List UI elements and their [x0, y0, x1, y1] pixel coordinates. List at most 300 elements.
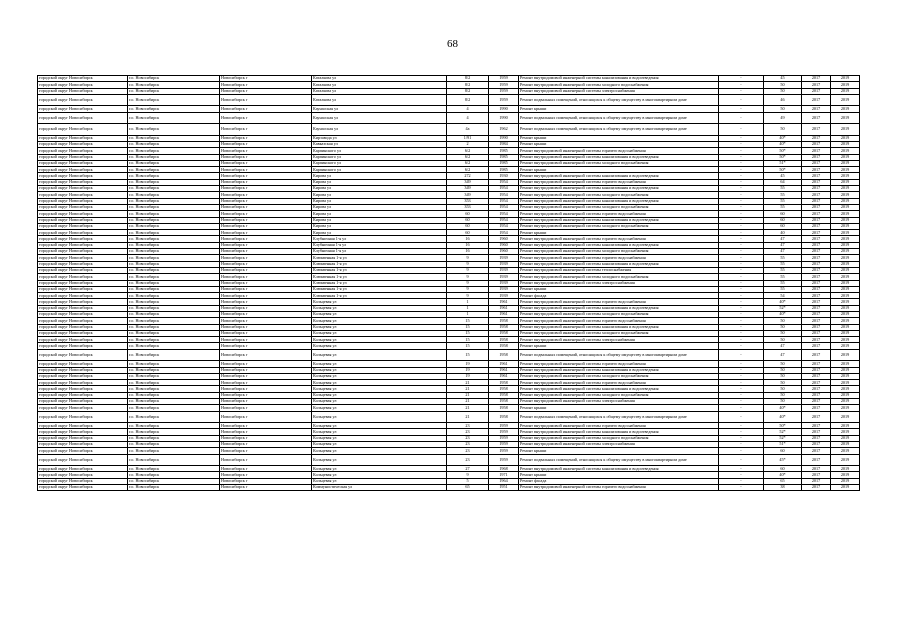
house-number-cell: 353 — [447, 198, 489, 204]
end-year-cell: 2019 — [831, 198, 860, 204]
municipality-cell: городской округ Новосибирск — [38, 423, 128, 429]
settlement-cell: Новосибирск г — [220, 249, 312, 255]
house-number-cell: 19 — [447, 361, 489, 367]
wear-cell: 51* — [764, 442, 802, 448]
build-year-cell: 1954 — [489, 217, 519, 223]
city-district-cell: г.о. Новосибирск — [128, 330, 220, 336]
build-year-cell: 1954 — [489, 198, 519, 204]
municipality-cell: городской округ Новосибирск — [38, 204, 128, 210]
build-year-cell: 1959 — [489, 429, 519, 435]
city-district-cell: г.о. Новосибирск — [128, 448, 220, 454]
city-district-cell: г.о. Новосибирск — [128, 211, 220, 217]
settlement-cell: Новосибирск г — [220, 242, 312, 248]
work-type-cell: Ремонт внутридомовой инженерной системы горячего водоснабжения — [519, 361, 719, 367]
city-district-cell: г.о. Новосибирск — [128, 429, 220, 435]
wear-cell: 45 — [764, 76, 802, 82]
municipality-cell: городской округ Новосибирск — [38, 349, 128, 361]
wear-cell: 50* — [764, 423, 802, 429]
settlement-cell: Новосибирск г — [220, 429, 312, 435]
city-district-cell: г.о. Новосибирск — [128, 267, 220, 273]
street-cell: Клюквенная 1-я ул — [312, 274, 447, 280]
street-cell: Карпинского ул — [312, 167, 447, 173]
street-cell: Кирова ул — [312, 223, 447, 229]
city-district-cell: г.о. Новосибирск — [128, 217, 220, 223]
city-district-cell: г.о. Новосибирск — [128, 299, 220, 305]
build-year-cell: 1961 — [489, 361, 519, 367]
build-year-cell: 1958 — [489, 399, 519, 405]
work-type-cell: Ремонт внутридомовой инженерной системы холодного водоснабжения — [519, 249, 719, 255]
wear-cell: 55 — [764, 267, 802, 273]
street-cell: Кольцевая ул — [312, 367, 447, 373]
work-type-cell: Ремонт внутридомовой инженерной системы горячего водоснабжения — [519, 179, 719, 185]
cost-cell: - — [719, 305, 764, 311]
build-year-cell: 1958 — [489, 343, 519, 349]
settlement-cell: Новосибирск г — [220, 82, 312, 88]
street-cell: Каунасская ул — [312, 124, 447, 136]
settlement-cell: Новосибирск г — [220, 330, 312, 336]
house-number-cell: 8/2 — [447, 76, 489, 82]
settlement-cell: Новосибирск г — [220, 435, 312, 441]
city-district-cell: г.о. Новосибирск — [128, 112, 220, 124]
cost-cell: - — [719, 94, 764, 106]
house-number-cell: 15 — [447, 337, 489, 343]
settlement-cell: Новосибирск г — [220, 485, 312, 491]
work-type-cell: Ремонт крыши — [519, 135, 719, 141]
wear-cell: 50 — [764, 386, 802, 392]
cost-cell: - — [719, 423, 764, 429]
street-cell: Кольцевая ул — [312, 349, 447, 361]
start-year-cell: 2017 — [802, 286, 831, 292]
work-type-cell: Ремонт внутридомовой инженерной системы холодного водоснабжения — [519, 160, 719, 166]
street-cell: Каталкова ул — [312, 88, 447, 94]
build-year-cell: 1964 — [489, 478, 519, 484]
start-year-cell: 2017 — [802, 112, 831, 124]
build-year-cell: 1939 — [489, 261, 519, 267]
municipality-cell: городской округ Новосибирск — [38, 94, 128, 106]
work-type-cell: Ремонт внутридомовой инженерной системы канализования и водоотведения — [519, 76, 719, 82]
house-number-cell: 272 — [447, 173, 489, 179]
wear-cell: 50 — [764, 380, 802, 386]
house-number-cell: 353 — [447, 204, 489, 210]
street-cell: Каунасская ул — [312, 112, 447, 124]
municipality-cell: городской округ Новосибирск — [38, 255, 128, 261]
municipality-cell: городской округ Новосибирск — [38, 198, 128, 204]
end-year-cell: 2019 — [831, 429, 860, 435]
settlement-cell: Новосибирск г — [220, 186, 312, 192]
work-type-cell: Ремонт внутридомовой инженерной системы канализования и водоотведения — [519, 324, 719, 330]
work-type-cell: Ремонт фасада — [519, 293, 719, 299]
settlement-cell: Новосибирск г — [220, 160, 312, 166]
cost-cell: - — [719, 82, 764, 88]
work-type-cell: Ремонт внутридомовой инженерной системы канализования и водоотведения — [519, 386, 719, 392]
municipality-cell: городской округ Новосибирск — [38, 324, 128, 330]
end-year-cell: 2019 — [831, 179, 860, 185]
cost-cell: - — [719, 312, 764, 318]
end-year-cell: 2019 — [831, 255, 860, 261]
street-cell: Каталкова ул — [312, 82, 447, 88]
start-year-cell: 2017 — [802, 411, 831, 423]
city-district-cell: г.о. Новосибирск — [128, 472, 220, 478]
cost-cell: - — [719, 204, 764, 210]
city-district-cell: г.о. Новосибирск — [128, 242, 220, 248]
repair-program-table — [37, 75, 860, 491]
house-number-cell: 5 — [447, 478, 489, 484]
wear-cell: 45* — [764, 454, 802, 466]
settlement-cell: Новосибирск г — [220, 230, 312, 236]
start-year-cell: 2017 — [802, 324, 831, 330]
end-year-cell: 2019 — [831, 405, 860, 411]
city-district-cell: г.о. Новосибирск — [128, 312, 220, 318]
city-district-cell: г.о. Новосибирск — [128, 148, 220, 154]
wear-cell: 50* — [764, 148, 802, 154]
municipality-cell: городской округ Новосибирск — [38, 399, 128, 405]
house-number-cell: 349 — [447, 179, 489, 185]
street-cell: Каталкова ул — [312, 94, 447, 106]
build-year-cell: 1961 — [489, 305, 519, 311]
municipality-cell: городской округ Новосибирск — [38, 179, 128, 185]
municipality-cell: городской округ Новосибирск — [38, 192, 128, 198]
settlement-cell: Новосибирск г — [220, 94, 312, 106]
wear-cell: 65 — [764, 478, 802, 484]
build-year-cell: 1939 — [489, 286, 519, 292]
cost-cell: - — [719, 324, 764, 330]
end-year-cell: 2019 — [831, 204, 860, 210]
start-year-cell: 2017 — [802, 242, 831, 248]
page-number: 68 — [447, 38, 458, 50]
settlement-cell: Новосибирск г — [220, 135, 312, 141]
work-type-cell: Ремонт внутридомовой инженерной системы канализования и водоотведения — [519, 186, 719, 192]
municipality-cell: городской округ Новосибирск — [38, 293, 128, 299]
build-year-cell: 1954 — [489, 179, 519, 185]
cost-cell: - — [719, 405, 764, 411]
wear-cell: 40* — [764, 312, 802, 318]
municipality-cell: городской округ Новосибирск — [38, 160, 128, 166]
table-row — [38, 112, 860, 124]
end-year-cell: 2019 — [831, 318, 860, 324]
table-row — [38, 411, 860, 423]
city-district-cell: г.о. Новосибирск — [128, 261, 220, 267]
street-cell: Кольцевая ул — [312, 429, 447, 435]
street-cell: Кирова ул — [312, 211, 447, 217]
wear-cell: 55 — [764, 261, 802, 267]
work-type-cell: Ремонт крыши — [519, 106, 719, 112]
build-year-cell: 1959 — [489, 88, 519, 94]
work-type-cell: Ремонт внутридомовой инженерной системы электроснабжения — [519, 88, 719, 94]
city-district-cell: г.о. Новосибирск — [128, 349, 220, 361]
start-year-cell: 2017 — [802, 466, 831, 472]
work-type-cell: Ремонт внутридомовой инженерной системы канализования и водоотведения — [519, 261, 719, 267]
city-district-cell: г.о. Новосибирск — [128, 160, 220, 166]
start-year-cell: 2017 — [802, 399, 831, 405]
wear-cell: 40* — [764, 299, 802, 305]
work-type-cell: Ремонт внутридомовой инженерной системы горячего водоснабжения — [519, 380, 719, 386]
start-year-cell: 2017 — [802, 367, 831, 373]
start-year-cell: 2017 — [802, 299, 831, 305]
settlement-cell: Новосибирск г — [220, 411, 312, 423]
city-district-cell: г.о. Новосибирск — [128, 76, 220, 82]
cost-cell: - — [719, 186, 764, 192]
work-type-cell: Ремонт крыши — [519, 405, 719, 411]
settlement-cell: Новосибирск г — [220, 337, 312, 343]
city-district-cell: г.о. Новосибирск — [128, 124, 220, 136]
work-type-cell: Ремонт внутридомовой инженерной системы электроснабжения — [519, 399, 719, 405]
settlement-cell: Новосибирск г — [220, 373, 312, 379]
start-year-cell: 2017 — [802, 94, 831, 106]
street-cell: Кольцевая ул — [312, 411, 447, 423]
wear-cell: 55 — [764, 198, 802, 204]
work-type-cell: Ремонт подвальных помещений, относящихся к общему имуществу в многоквартирном доме — [519, 112, 719, 124]
end-year-cell: 2019 — [831, 94, 860, 106]
street-cell: Кирова ул — [312, 186, 447, 192]
build-year-cell: 1990 — [489, 106, 519, 112]
settlement-cell: Новосибирск г — [220, 141, 312, 147]
end-year-cell: 2019 — [831, 135, 860, 141]
city-district-cell: г.о. Новосибирск — [128, 343, 220, 349]
start-year-cell: 2017 — [802, 478, 831, 484]
work-type-cell: Ремонт внутридомовой инженерной системы теплоснабжения — [519, 267, 719, 273]
municipality-cell: городской округ Новосибирск — [38, 286, 128, 292]
cost-cell: - — [719, 148, 764, 154]
wear-cell: 50 — [764, 82, 802, 88]
build-year-cell: 1958 — [489, 411, 519, 423]
house-number-cell: 23 — [447, 442, 489, 448]
house-number-cell: 4а — [447, 124, 489, 136]
build-year-cell: 1939 — [489, 255, 519, 261]
house-number-cell: 21 — [447, 392, 489, 398]
wear-cell: 40* — [764, 472, 802, 478]
start-year-cell: 2017 — [802, 330, 831, 336]
street-cell: Кольцевая ул — [312, 478, 447, 484]
municipality-cell: городской округ Новосибирск — [38, 249, 128, 255]
street-cell: Карпинского ул — [312, 160, 447, 166]
end-year-cell: 2019 — [831, 324, 860, 330]
start-year-cell: 2017 — [802, 423, 831, 429]
street-cell: Кольцевая ул — [312, 466, 447, 472]
build-year-cell: 1985 — [489, 167, 519, 173]
build-year-cell: 1960 — [489, 249, 519, 255]
end-year-cell: 2019 — [831, 274, 860, 280]
street-cell: Кольцевая ул — [312, 373, 447, 379]
house-number-cell: 4 — [447, 106, 489, 112]
build-year-cell: 1958 — [489, 405, 519, 411]
start-year-cell: 2017 — [802, 76, 831, 82]
work-type-cell: Ремонт внутридомовой инженерной системы электроснабжения — [519, 337, 719, 343]
end-year-cell: 2019 — [831, 361, 860, 367]
build-year-cell: 1984 — [489, 141, 519, 147]
build-year-cell: 1954 — [489, 204, 519, 210]
settlement-cell: Новосибирск г — [220, 386, 312, 392]
table-row — [38, 94, 860, 106]
start-year-cell: 2017 — [802, 305, 831, 311]
settlement-cell: Новосибирск г — [220, 299, 312, 305]
cost-cell: - — [719, 367, 764, 373]
build-year-cell: 1971 — [489, 472, 519, 478]
cost-cell: - — [719, 429, 764, 435]
cost-cell: - — [719, 230, 764, 236]
work-type-cell: Ремонт внутридомовой инженерной системы электроснабжения — [519, 442, 719, 448]
city-district-cell: г.о. Новосибирск — [128, 204, 220, 210]
street-cell: Клюквенная 1-я ул — [312, 286, 447, 292]
cost-cell: - — [719, 154, 764, 160]
settlement-cell: Новосибирск г — [220, 179, 312, 185]
start-year-cell: 2017 — [802, 454, 831, 466]
wear-cell: 60 — [764, 217, 802, 223]
end-year-cell: 2019 — [831, 124, 860, 136]
municipality-cell: городской округ Новосибирск — [38, 211, 128, 217]
house-number-cell: 15 — [447, 324, 489, 330]
cost-cell: - — [719, 386, 764, 392]
work-type-cell: Ремонт подвальных помещений, относящихся к общему имуществу в многоквартирном доме — [519, 124, 719, 136]
wear-cell: 50 — [764, 330, 802, 336]
city-district-cell: г.о. Новосибирск — [128, 167, 220, 173]
work-type-cell: Ремонт внутридомовой инженерной системы канализования и водоотведения — [519, 367, 719, 373]
street-cell: Кольцевая ул — [312, 435, 447, 441]
work-type-cell: Ремонт внутридомовой инженерной системы канализования и водоотведения — [519, 242, 719, 248]
end-year-cell: 2019 — [831, 230, 860, 236]
settlement-cell: Новосибирск г — [220, 106, 312, 112]
city-district-cell: г.о. Новосибирск — [128, 88, 220, 94]
end-year-cell: 2019 — [831, 312, 860, 318]
wear-cell: 47 — [764, 249, 802, 255]
end-year-cell: 2019 — [831, 242, 860, 248]
end-year-cell: 2019 — [831, 411, 860, 423]
city-district-cell: г.о. Новосибирск — [128, 135, 220, 141]
start-year-cell: 2017 — [802, 135, 831, 141]
municipality-cell: городской округ Новосибирск — [38, 173, 128, 179]
build-year-cell: 1954 — [489, 223, 519, 229]
house-number-cell: 8/2 — [447, 94, 489, 106]
end-year-cell: 2019 — [831, 466, 860, 472]
wear-cell: 40* — [764, 405, 802, 411]
cost-cell: - — [719, 192, 764, 198]
cost-cell: - — [719, 223, 764, 229]
municipality-cell: городской округ Новосибирск — [38, 448, 128, 454]
wear-cell: 40* — [764, 141, 802, 147]
municipality-cell: городской округ Новосибирск — [38, 478, 128, 484]
settlement-cell: Новосибирск г — [220, 442, 312, 448]
settlement-cell: Новосибирск г — [220, 466, 312, 472]
start-year-cell: 2017 — [802, 343, 831, 349]
house-number-cell: 65 — [447, 485, 489, 491]
settlement-cell: Новосибирск г — [220, 192, 312, 198]
work-type-cell: Ремонт внутридомовой инженерной системы горячего водоснабжения — [519, 211, 719, 217]
settlement-cell: Новосибирск г — [220, 399, 312, 405]
start-year-cell: 2017 — [802, 267, 831, 273]
wear-cell: 52* — [764, 305, 802, 311]
wear-cell: 60 — [764, 211, 802, 217]
municipality-cell: городской округ Новосибирск — [38, 261, 128, 267]
house-number-cell: 23 — [447, 448, 489, 454]
house-number-cell: 16 — [447, 242, 489, 248]
city-district-cell: г.о. Новосибирск — [128, 405, 220, 411]
start-year-cell: 2017 — [802, 429, 831, 435]
build-year-cell: 1958 — [489, 324, 519, 330]
house-number-cell: 9 — [447, 267, 489, 273]
street-cell: Кольцевая ул — [312, 442, 447, 448]
house-number-cell: 6/2 — [447, 167, 489, 173]
build-year-cell: 1959 — [489, 448, 519, 454]
work-type-cell: Ремонт внутридомовой инженерной системы холодного водоснабжения — [519, 82, 719, 88]
build-year-cell: 1962 — [489, 124, 519, 136]
build-year-cell: 1961 — [489, 373, 519, 379]
settlement-cell: Новосибирск г — [220, 280, 312, 286]
end-year-cell: 2019 — [831, 367, 860, 373]
end-year-cell: 2019 — [831, 76, 860, 82]
build-year-cell: 1954 — [489, 230, 519, 236]
cost-cell: - — [719, 160, 764, 166]
cost-cell: - — [719, 124, 764, 136]
settlement-cell: Новосибирск г — [220, 343, 312, 349]
city-district-cell: г.о. Новосибирск — [128, 82, 220, 88]
end-year-cell: 2019 — [831, 267, 860, 273]
work-type-cell: Ремонт внутридомовой инженерной системы холодного водоснабжения — [519, 204, 719, 210]
build-year-cell: 1959 — [489, 442, 519, 448]
city-district-cell: г.о. Новосибирск — [128, 255, 220, 261]
settlement-cell: Новосибирск г — [220, 454, 312, 466]
build-year-cell: 1960 — [489, 242, 519, 248]
wear-cell: 50 — [764, 361, 802, 367]
city-district-cell: г.о. Новосибирск — [128, 274, 220, 280]
start-year-cell: 2017 — [802, 312, 831, 318]
house-number-cell: 1 — [447, 299, 489, 305]
house-number-cell: 1 — [447, 305, 489, 311]
street-cell: Кирова ул — [312, 173, 447, 179]
municipality-cell: городской округ Новосибирск — [38, 112, 128, 124]
municipality-cell: городской округ Новосибирск — [38, 82, 128, 88]
build-year-cell: 1939 — [489, 274, 519, 280]
build-year-cell: 1954 — [489, 192, 519, 198]
cost-cell: - — [719, 343, 764, 349]
settlement-cell: Новосибирск г — [220, 293, 312, 299]
work-type-cell: Ремонт внутридомовой инженерной системы канализования и водоотведения — [519, 429, 719, 435]
start-year-cell: 2017 — [802, 405, 831, 411]
city-district-cell: г.о. Новосибирск — [128, 192, 220, 198]
municipality-cell: городской округ Новосибирск — [38, 386, 128, 392]
municipality-cell: городской округ Новосибирск — [38, 312, 128, 318]
start-year-cell: 2017 — [802, 255, 831, 261]
street-cell: Кольцевая ул — [312, 318, 447, 324]
end-year-cell: 2019 — [831, 423, 860, 429]
work-type-cell: Ремонт крыши — [519, 286, 719, 292]
cost-cell: - — [719, 173, 764, 179]
municipality-cell: городской округ Новосибирск — [38, 405, 128, 411]
street-cell: Кольцевая ул — [312, 386, 447, 392]
cost-cell: - — [719, 217, 764, 223]
wear-cell: 55 — [764, 204, 802, 210]
city-district-cell: г.о. Новосибирск — [128, 392, 220, 398]
city-district-cell: г.о. Новосибирск — [128, 386, 220, 392]
settlement-cell: Новосибирск г — [220, 198, 312, 204]
house-number-cell: 27 — [447, 466, 489, 472]
end-year-cell: 2019 — [831, 442, 860, 448]
settlement-cell: Новосибирск г — [220, 148, 312, 154]
wear-cell: 40* — [764, 135, 802, 141]
street-cell: Кирова ул — [312, 198, 447, 204]
end-year-cell: 2019 — [831, 280, 860, 286]
wear-cell: 52* — [764, 435, 802, 441]
work-type-cell: Ремонт внутридомовой инженерной системы холодного водоснабжения — [519, 392, 719, 398]
end-year-cell: 2019 — [831, 330, 860, 336]
house-number-cell: 9 — [447, 280, 489, 286]
work-type-cell: Ремонт внутридомовой инженерной системы горячего водоснабжения — [519, 236, 719, 242]
municipality-cell: городской округ Новосибирск — [38, 141, 128, 147]
city-district-cell: г.о. Новосибирск — [128, 154, 220, 160]
cost-cell: - — [719, 76, 764, 82]
cost-cell: - — [719, 141, 764, 147]
wear-cell: 50* — [764, 167, 802, 173]
wear-cell: 38 — [764, 485, 802, 491]
build-year-cell: 1961 — [489, 367, 519, 373]
